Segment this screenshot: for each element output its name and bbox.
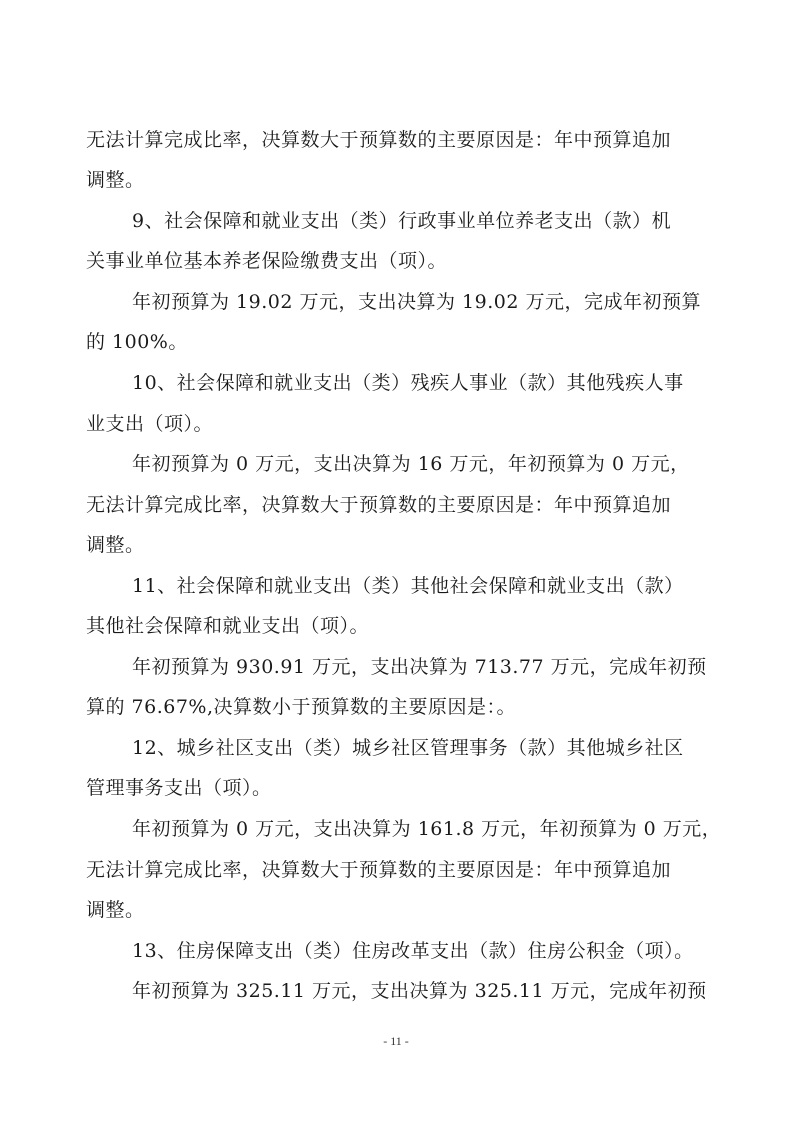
text-line: 无法计算完成比率，决算数大于预算数的主要原因是：年中预算追加	[86, 129, 672, 151]
text-line: 其他社会保障和就业支出（项）。	[86, 615, 370, 637]
text-line: 关事业单位基本养老保险缴费支出（项）。	[86, 250, 448, 272]
text-line: 无法计算完成比率，决算数大于预算数的主要原因是：年中预算追加	[86, 494, 672, 516]
text-line: 年初预算为 19.02 万元，支出决算为 19.02 万元，完成年初预算	[132, 291, 701, 313]
text-line: 业支出（项）。	[86, 413, 214, 435]
text-line: 年初预算为 325.11 万元，支出决算为 325.11 万元，完成年初预	[132, 980, 707, 1002]
text-line: 无法计算完成比率，决算数大于预算数的主要原因是：年中预算追加	[86, 859, 672, 881]
section-heading-9: 9、社会保障和就业支出（类）行政事业单位养老支出（款）机	[132, 210, 672, 232]
text-line: 年初预算为 0 万元，支出决算为 16 万元，年初预算为 0 万元，	[132, 453, 690, 475]
text-line: 调整。	[86, 534, 145, 556]
section-heading-12: 12、城乡社区支出（类）城乡社区管理事务（款）其他城乡社区	[132, 737, 684, 759]
text-line: 管理事务支出（项）。	[86, 777, 272, 799]
text-line: 的 100%。	[86, 331, 188, 353]
text-line: 年初预算为 930.91 万元，支出决算为 713.77 万元，完成年初预	[132, 656, 707, 678]
section-heading-10: 10、社会保障和就业支出（类）残疾人事业（款）其他残疾人事	[132, 372, 684, 394]
text-line: 调整。	[86, 899, 145, 921]
section-heading-11: 11、社会保障和就业支出（类）其他社会保障和就业支出（款）	[132, 575, 684, 597]
text-line: 调整。	[86, 169, 145, 191]
section-heading-13: 13、住房保障支出（类）住房改革支出（款）住房公积金（项）。	[132, 940, 694, 962]
page-number: - 11 -	[383, 1034, 409, 1048]
text-line: 年初预算为 0 万元，支出决算为 161.8 万元，年初预算为 0 万元，	[132, 818, 722, 840]
text-line: 算的 76.67%,决算数小于预算数的主要原因是：。	[86, 696, 517, 718]
